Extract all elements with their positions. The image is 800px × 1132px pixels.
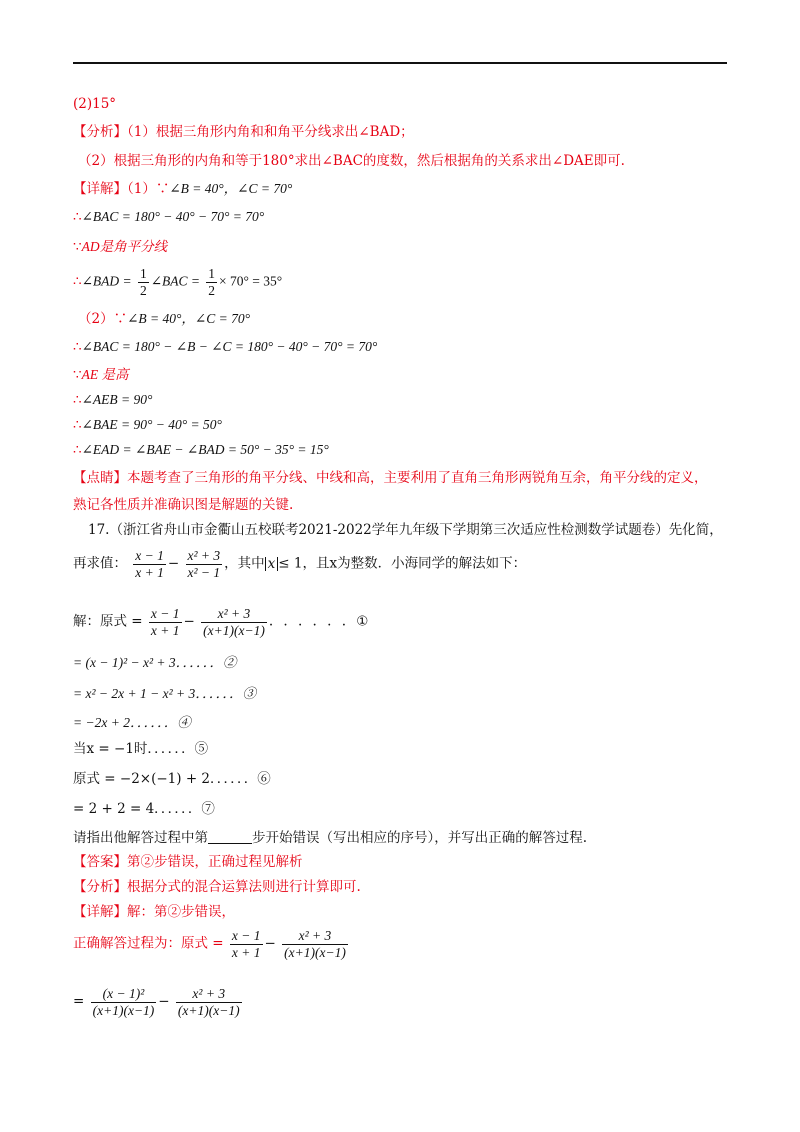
fraction: $\frac{x - 1}{x + 1}$ xyxy=(135,548,164,580)
solution-step-2: = (x − 1)² − x² + 3．．．．．．② xyxy=(73,655,237,670)
detail-line-3: ∵AD是角平分线 xyxy=(73,239,168,255)
detail-line-1: 【详解】（1）∵∠B = 40°，∠C = 70° xyxy=(73,181,293,197)
detail-line-2: ∴∠BAC = 180° − 40° − 70° = 70° xyxy=(73,209,265,225)
header-rule xyxy=(73,62,727,64)
detail-intro: 【详解】解：第②步错误， xyxy=(73,904,235,920)
detail-line-8: ∴∠AEB = 90° xyxy=(73,392,153,408)
solution-step-1: 解：原式 = $\frac{x - 1}{x + 1}$ − $\frac{\text{x² + 3}}{(x+1)(x-1)}$ . . . . . . ① xyxy=(73,606,372,638)
correct-step-1: 正确解答过程为：原式 = $\frac{x - 1}{x + 1}$ − $\frac{\text{x² + 3}}{(x+1)(x-1)}$ xyxy=(73,928,346,960)
detail-line-9: ∴∠BAE = 90° − 40° = 50° xyxy=(73,417,222,433)
question-17-line-2: 再求值： $\frac{x - 1}{x + 1}$ − $\frac{\text{x² + 3}}{\text{x² − 1}}$ ，其中 x ≤ 1，且x为整数．小海同学的解法如下： xyxy=(73,548,527,580)
abs-x: x xyxy=(265,557,279,572)
detail-line-5: （2）∵∠B = 40°，∠C = 70° xyxy=(78,311,250,327)
comment-line-2: 熟记各性质并准确识图是解题的关键. xyxy=(73,497,294,513)
question-17-title: 17.（浙江省舟山市金衢山五校联考2021-2022学年九年级下学期第三次适应性检测数学试题卷）先化简， xyxy=(88,522,723,538)
solution-step-4: = −2x + 2．．．．．．④ xyxy=(73,715,191,730)
fraction: $\frac{\text{x² + 3}}{(x+1)(x-1)}$ xyxy=(284,928,346,960)
detail-line-6: ∴∠BAC = 180° − ∠B − ∠C = 180° − 40° − 70° = 70° xyxy=(73,339,378,355)
detail-line-4: ∴∠BAD = $\frac{1}{2}$ ∠BAC = $\frac{1}{2}$ × 70° = 35° xyxy=(73,266,283,298)
detail-line-10: ∴∠EAD = ∠BAE − ∠BAD = 50° − 35° = 15° xyxy=(73,442,329,458)
solution-step-6: 原式 = −2×(−1) + 2．．．．．．⑥ xyxy=(73,771,271,787)
answer-blank xyxy=(208,831,252,844)
analysis-line-1: 【分析】（1）根据三角形内角和和角平分线求出∠BAD； xyxy=(73,124,414,140)
fraction: $\frac{\text{x² + 3}}{(x+1)(x-1)}$ xyxy=(177,986,240,1018)
fraction: $\frac{x - 1}{x + 1}$ xyxy=(231,928,261,960)
analysis-line-2: （2）根据三角形的内角和等于180°求出∠BAC的度数，然后根据角的关系求出∠DAE即可. xyxy=(78,153,625,169)
fraction: $\frac{\text{(x − 1)²}}{(x+1)(x-1)}$ xyxy=(92,986,155,1018)
fraction: $\frac{\text{x² + 3}}{\text{x² − 1}}$ xyxy=(187,548,221,580)
fraction: $\frac{\text{x² + 3}}{(x+1)(x-1)}$ xyxy=(203,606,265,638)
detail-line-7: ∵AE 是高 xyxy=(73,367,129,383)
fraction: $\frac{1}{2}$ xyxy=(208,266,216,298)
fraction: $\frac{1}{2}$ xyxy=(139,266,147,298)
analysis-line: 【分析】根据分式的混合运算法则进行计算即可. xyxy=(73,879,361,895)
question-prompt: 请指出他解答过程中第 步开始错误（写出相应的序号），并写出正确的解答过程. xyxy=(73,830,588,846)
correct-step-2: = $\frac{\text{(x − 1)²}}{(x+1)(x-1)}$ − $\frac{\text{x² + 3}}{(x+1)(x-1)}$ xyxy=(73,986,240,1018)
comment-line-1: 【点睛】本题考查了三角形的角平分线、中线和高，主要利用了直角三角形两锐角互余，角平分线的定义， xyxy=(73,470,708,486)
fraction: $\frac{x - 1}{x + 1}$ xyxy=(150,606,180,638)
solution-step-3: = x² − 2x + 1 − x² + 3．．．．．．③ xyxy=(73,686,256,701)
answer-line: 【答案】第②步错误，正确过程见解析 xyxy=(73,854,303,870)
solution-step-5: 当x = −1时．．．．．．⑤ xyxy=(73,741,209,757)
solution-step-7: = 2 + 2 = 4．．．．．．⑦ xyxy=(73,801,215,817)
part2-answer: (2)15° xyxy=(73,96,117,112)
